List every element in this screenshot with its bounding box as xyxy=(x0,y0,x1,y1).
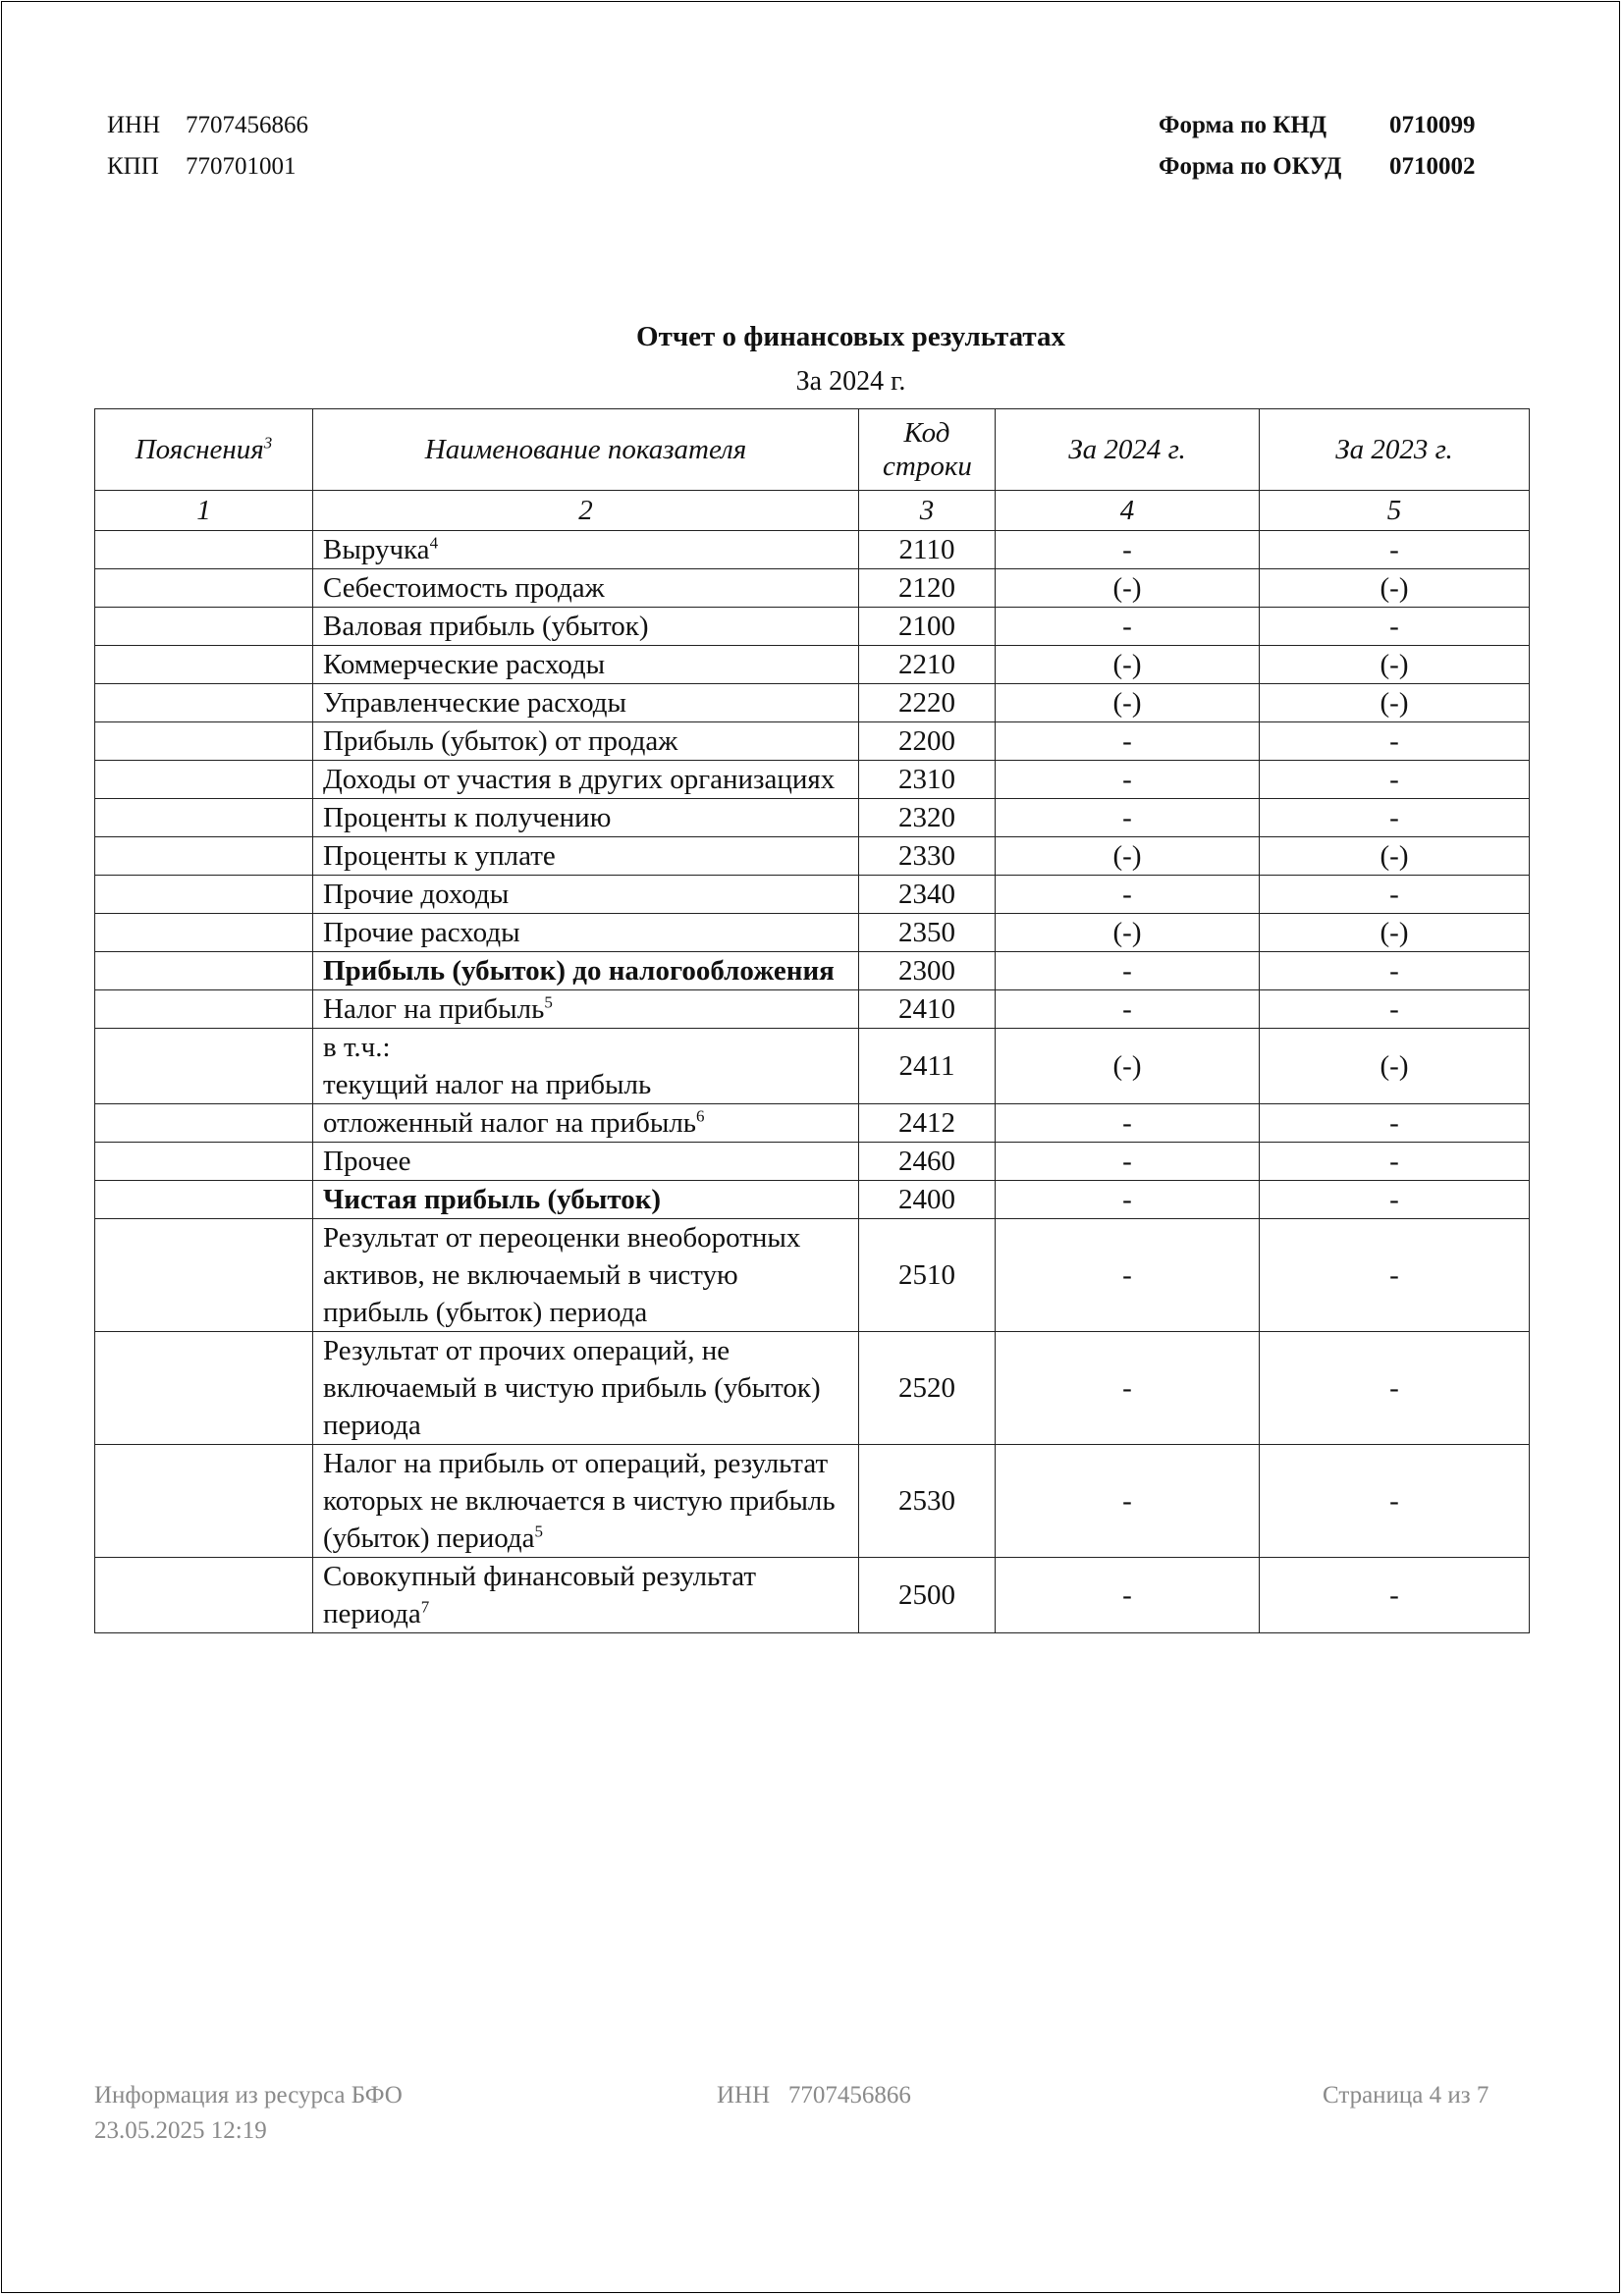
cell-indicator-name: Проценты к получению xyxy=(313,799,859,837)
cell-2023: (-) xyxy=(1260,684,1530,722)
cell-2023: - xyxy=(1260,952,1530,990)
col-header-code: Код строки xyxy=(859,409,996,491)
cell-code: 2200 xyxy=(859,722,996,761)
cell-code: 2410 xyxy=(859,990,996,1029)
table-row xyxy=(95,646,1530,684)
cell-code: 2400 xyxy=(859,1181,996,1219)
cell-2024: (-) xyxy=(996,569,1260,608)
table-row xyxy=(95,569,1530,608)
cell-code: 2100 xyxy=(859,608,996,646)
table-row xyxy=(95,1332,1530,1445)
cell-2024: - xyxy=(996,1558,1260,1633)
inn-label: ИНН xyxy=(107,112,161,138)
cell-notes xyxy=(95,837,313,876)
cell-code: 2310 xyxy=(859,761,996,799)
col-number: 4 xyxy=(996,491,1260,531)
cell-indicator-name: Проценты к уплате xyxy=(313,837,859,876)
cell-indicator-name: Результат от переоценки внеоборотных активов, не включаемый в чистую прибыль (убыток) периода xyxy=(313,1219,859,1332)
cell-indicator-name: Прочие доходы xyxy=(313,876,859,914)
cell-2023: - xyxy=(1260,1104,1530,1143)
cell-2023: - xyxy=(1260,1143,1530,1181)
cell-notes xyxy=(95,608,313,646)
cell-code: 2530 xyxy=(859,1445,996,1558)
cell-notes xyxy=(95,876,313,914)
footnote-ref: 5 xyxy=(534,1522,544,1541)
cell-2024: - xyxy=(996,876,1260,914)
cell-2023: (-) xyxy=(1260,1029,1530,1104)
cell-2024: (-) xyxy=(996,684,1260,722)
cell-code: 2320 xyxy=(859,799,996,837)
table-header-row xyxy=(95,409,1530,491)
footer-inn-value: 7707456866 xyxy=(787,2082,911,2109)
cell-2023: - xyxy=(1260,608,1530,646)
table-row xyxy=(95,799,1530,837)
cell-2023: - xyxy=(1260,761,1530,799)
cell-indicator-name: Налог на прибыль$^5$ xyxy=(313,990,859,1029)
cell-code: 2340 xyxy=(859,876,996,914)
cell-2024: - xyxy=(996,1445,1260,1558)
okud-value: 0710002 xyxy=(1389,153,1476,180)
table-row xyxy=(95,914,1530,952)
cell-2024: (-) xyxy=(996,646,1260,684)
footer-source-block xyxy=(94,2078,403,2149)
cell-notes xyxy=(95,1219,313,1332)
cell-2023: - xyxy=(1260,990,1530,1029)
inn-value: 7707456866 xyxy=(186,112,308,138)
cell-2024: - xyxy=(996,1104,1260,1143)
cell-notes xyxy=(95,761,313,799)
table-row xyxy=(95,1219,1530,1332)
cell-2024: - xyxy=(996,1219,1260,1332)
cell-2024: - xyxy=(996,531,1260,569)
cell-2023: (-) xyxy=(1260,646,1530,684)
cell-notes xyxy=(95,1143,313,1181)
column-number-row xyxy=(95,491,1530,531)
cell-2023: - xyxy=(1260,876,1530,914)
financial-results-table xyxy=(94,408,1530,1633)
cell-indicator-name: Прочее xyxy=(313,1143,859,1181)
kpp-value: 770701001 xyxy=(186,153,297,180)
cell-indicator-name: отложенный налог на прибыль$^6$ xyxy=(313,1104,859,1143)
report-period: За 2024 г. xyxy=(795,366,906,397)
cell-notes xyxy=(95,1445,313,1558)
table-body xyxy=(95,531,1530,1633)
col-number: 1 xyxy=(95,491,313,531)
cell-2024: - xyxy=(996,761,1260,799)
cell-notes xyxy=(95,1104,313,1143)
cell-indicator-name: Совокупный финансовый результат периода$^7$ xyxy=(313,1558,859,1633)
cell-2024: - xyxy=(996,952,1260,990)
table-row xyxy=(95,722,1530,761)
table-row xyxy=(95,1181,1530,1219)
okud-label: Форма по ОКУД xyxy=(1159,153,1342,180)
cell-2024: - xyxy=(996,722,1260,761)
cell-2023: - xyxy=(1260,799,1530,837)
table-row xyxy=(95,531,1530,569)
col-header-2024: За 2024 г. xyxy=(996,409,1260,491)
cell-code: 2412 xyxy=(859,1104,996,1143)
table-row xyxy=(95,684,1530,722)
cell-2023: - xyxy=(1260,1332,1530,1445)
footnote-ref: 6 xyxy=(696,1106,705,1126)
cell-notes xyxy=(95,1029,313,1104)
footnote-ref: 4 xyxy=(429,533,439,553)
col-number: 2 xyxy=(313,491,859,531)
org-identifiers xyxy=(107,111,308,193)
cell-2023: - xyxy=(1260,1181,1530,1219)
table-row xyxy=(95,952,1530,990)
cell-2024: - xyxy=(996,608,1260,646)
cell-indicator-name: Прибыль (убыток) от продаж xyxy=(313,722,859,761)
cell-indicator-name: Валовая прибыль (убыток) xyxy=(313,608,859,646)
table-row xyxy=(95,1558,1530,1633)
cell-code: 2220 xyxy=(859,684,996,722)
cell-2023: (-) xyxy=(1260,837,1530,876)
cell-indicator-name: Прибыль (убыток) до налогообложения xyxy=(313,952,859,990)
cell-2023: - xyxy=(1260,1558,1530,1633)
cell-code: 2210 xyxy=(859,646,996,684)
footer-datetime: 23.05.2025 12:19 xyxy=(94,2117,267,2144)
cell-code: 2520 xyxy=(859,1332,996,1445)
table-row xyxy=(95,608,1530,646)
cell-notes xyxy=(95,569,313,608)
col-number: 5 xyxy=(1260,491,1530,531)
cell-2023: (-) xyxy=(1260,914,1530,952)
table-row xyxy=(95,1445,1530,1558)
report-title: Отчет о финансовых результатах xyxy=(636,321,1065,352)
table-row xyxy=(95,761,1530,799)
cell-notes xyxy=(95,1181,313,1219)
table-row xyxy=(95,990,1530,1029)
col-header-notes-sup: 3 xyxy=(263,433,273,453)
cell-notes xyxy=(95,1558,313,1633)
cell-2024: (-) xyxy=(996,837,1260,876)
cell-indicator-name: Коммерческие расходы xyxy=(313,646,859,684)
cell-2023: - xyxy=(1260,722,1530,761)
cell-2023: - xyxy=(1260,1445,1530,1558)
cell-2024: - xyxy=(996,1181,1260,1219)
cell-code: 2330 xyxy=(859,837,996,876)
cell-notes xyxy=(95,952,313,990)
cell-notes xyxy=(95,990,313,1029)
cell-notes xyxy=(95,531,313,569)
cell-code: 2460 xyxy=(859,1143,996,1181)
cell-2024: (-) xyxy=(996,1029,1260,1104)
cell-notes xyxy=(95,722,313,761)
cell-2023: - xyxy=(1260,1219,1530,1332)
cell-2023: (-) xyxy=(1260,569,1530,608)
cell-indicator-name: Налог на прибыль от операций, результат которых не включается в чистую прибыль (убыток) периода$^5$ xyxy=(313,1445,859,1558)
table-row xyxy=(95,876,1530,914)
cell-notes xyxy=(95,914,313,952)
footer-inn-label: ИНН xyxy=(717,2082,771,2109)
footnote-ref: 7 xyxy=(420,1597,430,1617)
form-codes xyxy=(1159,111,1476,193)
cell-indicator-name: в т.ч.: текущий налог на прибыль xyxy=(313,1029,859,1104)
footer-inn xyxy=(717,2078,911,2113)
table-row xyxy=(95,1029,1530,1104)
knd-label: Форма по КНД xyxy=(1159,112,1327,138)
cell-2024: - xyxy=(996,1143,1260,1181)
cell-2024: (-) xyxy=(996,914,1260,952)
footer-page-number: Страница 4 из 7 xyxy=(1323,2082,1489,2109)
kpp-label: КПП xyxy=(107,153,159,180)
cell-code: 2411 xyxy=(859,1029,996,1104)
cell-code: 2120 xyxy=(859,569,996,608)
footnote-ref: 5 xyxy=(544,992,553,1012)
cell-2023: - xyxy=(1260,531,1530,569)
cell-2024: - xyxy=(996,990,1260,1029)
knd-value: 0710099 xyxy=(1389,112,1476,138)
cell-notes xyxy=(95,646,313,684)
cell-indicator-name: Результат от прочих операций, не включаемый в чистую прибыль (убыток) периода xyxy=(313,1332,859,1445)
col-header-indicator: Наименование показателя xyxy=(313,409,859,491)
cell-indicator-name: Доходы от участия в других организациях xyxy=(313,761,859,799)
col-header-2023: За 2023 г. xyxy=(1260,409,1530,491)
cell-code: 2500 xyxy=(859,1558,996,1633)
cell-notes xyxy=(95,799,313,837)
table-row xyxy=(95,1104,1530,1143)
table-row xyxy=(95,1143,1530,1181)
col-number: 3 xyxy=(859,491,996,531)
cell-code: 2350 xyxy=(859,914,996,952)
col-header-notes: Пояснения$^3$ xyxy=(95,409,313,491)
cell-indicator-name: Выручка$^4$ xyxy=(313,531,859,569)
cell-code: 2300 xyxy=(859,952,996,990)
cell-indicator-name: Управленческие расходы xyxy=(313,684,859,722)
footer-source: Информация из ресурса БФО xyxy=(94,2082,403,2109)
cell-notes xyxy=(95,684,313,722)
cell-indicator-name: Прочие расходы xyxy=(313,914,859,952)
cell-2024: - xyxy=(996,799,1260,837)
cell-indicator-name: Себестоимость продаж xyxy=(313,569,859,608)
cell-code: 2110 xyxy=(859,531,996,569)
cell-notes xyxy=(95,1332,313,1445)
cell-code: 2510 xyxy=(859,1219,996,1332)
table-row xyxy=(95,837,1530,876)
cell-2024: - xyxy=(996,1332,1260,1445)
cell-indicator-name: Чистая прибыль (убыток) xyxy=(313,1181,859,1219)
